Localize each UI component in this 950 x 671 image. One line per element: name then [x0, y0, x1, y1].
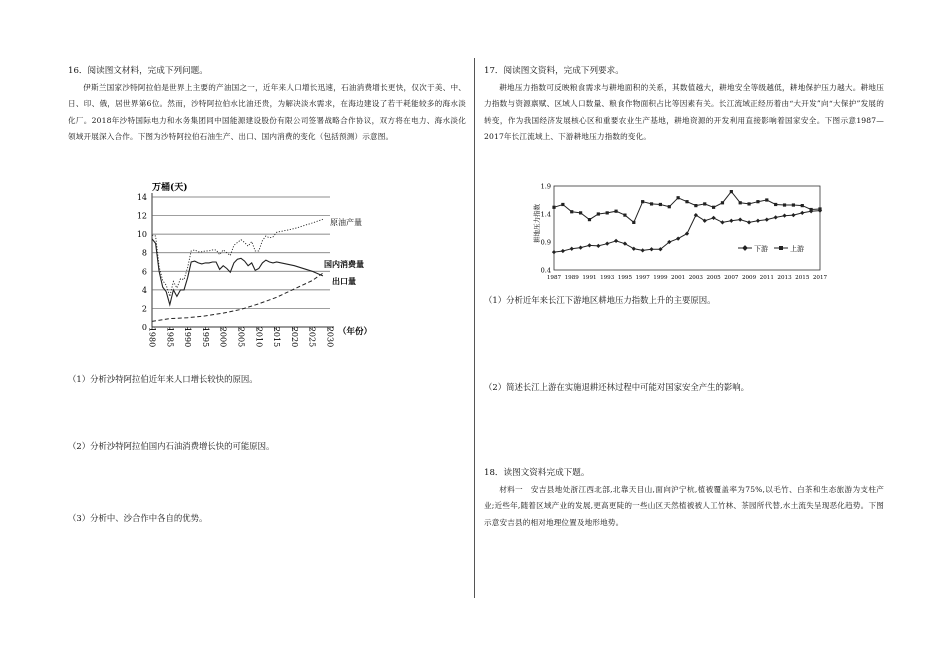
q16-xtick-label: 2020	[289, 326, 299, 348]
q16-xtick-label: 1985	[165, 326, 175, 348]
q17-xtick-label: 2017	[812, 275, 828, 281]
q17-legend-downstream: 下游	[754, 245, 768, 253]
q17-xtick-label: 2013	[777, 275, 792, 281]
q16-xtick-label: 2030	[325, 326, 335, 348]
q17-sub1: （1）分析近年来长江下游地区耕地压力指数上升的主要原因。	[484, 295, 716, 305]
q16-sub2: （2）分析沙特阿拉伯国内石油消费增长快的可能原因。	[68, 441, 275, 451]
q16-xtick-label: 1980	[147, 326, 157, 348]
q17-point-downstream	[720, 220, 724, 224]
q17-xtick-label: 1993	[600, 275, 615, 281]
q17-point-upstream	[614, 210, 617, 213]
q17-point-upstream	[597, 212, 600, 215]
q17-point-downstream	[552, 250, 556, 254]
q16-ytick-label: 2	[141, 304, 147, 314]
q16-xtick-label: 1995	[200, 326, 210, 348]
q16-ytick-label: 6	[141, 267, 147, 277]
q17-point-downstream	[747, 220, 751, 224]
q16-oil-chart	[112, 181, 373, 371]
q17-point-downstream	[614, 239, 618, 243]
q17-xtick-label: 2011	[759, 275, 774, 281]
q17-ytick-label: 0.9	[540, 238, 551, 247]
q17-legend-upstream: 上游	[790, 245, 804, 253]
q17-point-upstream	[561, 203, 564, 206]
q17-xtick-label: 1991	[582, 275, 597, 281]
column-divider	[474, 58, 475, 598]
q17-xtick-label: 2009	[741, 275, 757, 281]
q17-point-downstream	[632, 247, 636, 251]
q17-series-line	[554, 192, 820, 223]
q16-legend-consumption: 国内消费量	[324, 259, 364, 269]
q16-ytick-label: 10	[136, 230, 147, 240]
q17-point-downstream	[561, 249, 565, 253]
q17-point-downstream	[738, 217, 742, 221]
q17-xtick-label: 2001	[671, 275, 686, 281]
q17-point-upstream	[765, 198, 768, 201]
q16-series-line	[152, 273, 323, 321]
q17-point-downstream	[774, 215, 778, 219]
q17-point-upstream	[570, 210, 573, 213]
q17-point-upstream	[579, 211, 582, 214]
q16-legend-production: 原油产量	[330, 218, 362, 227]
q17-point-downstream	[711, 216, 715, 220]
q17-point-upstream	[650, 202, 653, 205]
q16-sub1: （1）分析沙特阿拉伯近年来人口增长较快的原因。	[68, 374, 258, 384]
q17-point-downstream	[782, 214, 786, 218]
q17-point-upstream	[588, 218, 591, 221]
q18-material: 材料一 安吉县地处浙江西北部,北靠天目山,面向沪宁杭,植被覆盖率为75%,以毛竹、白茶和生态旅游为支柱产业;近些年,随着区域产业的发展,更高更陡的一些山区天然植被被人工竹林、茶园所代替,水土流失呈现恶化趋势。下图示意安吉县的相对地理位置及地形地势。	[484, 485, 884, 527]
q17-material: 耕地压力指数可反映粮食需求与耕地面积的关系，其数值越大，耕地安全等级越低，耕地保护压力越大。耕地压力指数与资源禀赋、区域人口数量、粮食作物面积占比等因素有关。长江流域正经历着由“大开发”向“大保护”发展的转变，作为我国经济发展核心区和重要农业生产基地，耕地资源的开发利用直接影响着国家安全。下图示意1987—2017年长江流域上、下游耕地压力指数的变化。	[484, 83, 884, 141]
q17-point-upstream	[685, 200, 688, 203]
q16-ytick-label: 0	[141, 323, 147, 332]
q18-title: 18．读图文资料完成下题。	[484, 468, 590, 478]
q17-ylabel: 耕地压力指数	[533, 204, 541, 243]
q17-point-downstream	[605, 242, 609, 246]
q17-point-downstream	[765, 217, 769, 221]
q17-point-downstream	[676, 237, 680, 241]
q16-xtick-label: 1990	[183, 326, 193, 348]
q17-title: 17．阅读图文资料，完成下列要求。	[484, 66, 624, 76]
q17-point-downstream	[729, 219, 733, 223]
q16-xtick-label: 2015	[272, 326, 282, 348]
q17-point-upstream	[623, 214, 626, 217]
q17-point-upstream	[801, 204, 804, 207]
q16-xtick-label: 2010	[254, 326, 264, 348]
q17-xtick-label: 2015	[795, 275, 810, 281]
q17-point-upstream	[677, 196, 680, 199]
q16-xtick-label: 2025	[307, 326, 317, 348]
q17-point-upstream	[774, 203, 777, 206]
q17-point-downstream	[596, 244, 600, 248]
q16-title: 16．阅读图文材料，完成下列问题。	[68, 66, 208, 76]
q17-xtick-label: 1987	[546, 275, 562, 281]
q16-xlabel: （年份）	[338, 327, 373, 337]
q17-point-upstream	[606, 211, 609, 214]
q17-point-upstream	[756, 200, 759, 203]
q17-point-upstream	[703, 202, 706, 205]
q17-xtick-label: 2003	[688, 275, 703, 281]
q17-xtick-label: 1999	[653, 275, 668, 281]
q16-ylabel: 万桶(天)	[152, 183, 188, 193]
q17-xtick-label: 1997	[635, 275, 650, 281]
q17-point-upstream	[721, 201, 724, 204]
q17-xtick-label: 1989	[564, 275, 579, 281]
q16-xtick-label: 2005	[236, 326, 246, 348]
q17-xtick-label: 1995	[617, 275, 633, 281]
q17-point-upstream	[747, 202, 750, 205]
q17-point-downstream	[578, 245, 582, 249]
q17-point-upstream	[659, 203, 662, 206]
q17-point-downstream	[623, 242, 627, 246]
q17-point-upstream	[792, 203, 795, 206]
q16-ytick-label: 14	[136, 193, 147, 202]
q16-ytick-label: 8	[141, 248, 147, 258]
q16-legend-export: 出口量	[332, 276, 356, 286]
q17-point-downstream	[685, 231, 689, 235]
q17-ytick-label: 1.9	[540, 182, 551, 191]
q17-plot-frame	[554, 186, 820, 270]
q16-xtick-label: 2000	[218, 326, 228, 348]
q17-point-upstream	[668, 205, 671, 208]
q17-point-upstream	[730, 190, 733, 193]
q16-series-line	[152, 219, 323, 296]
q17-point-downstream	[756, 219, 760, 223]
q17-point-upstream	[641, 200, 644, 203]
q17-point-upstream	[712, 206, 715, 209]
q17-sub2: （2）简述长江上游在实施退耕还林过程中可能对国家安全产生的影响。	[484, 382, 749, 392]
q17-point-downstream	[570, 247, 574, 251]
q17-point-downstream	[649, 247, 653, 251]
q16-material: 伊斯兰国家沙特阿拉伯是世界上主要的产油国之一，近年来人口增长迅速，石油消费增长更快，仅次于美、中、日、印、俄，居世界第6位。然而，沙特阿拉伯水比油还贵，为解决淡水需求，在海边建设了若干耗能较多的海水淡化厂。2018年沙特国际电力和水务集团同中国能源建设股份有限公司签署战略合作协议，双方将在电力、海水淡化领域开展深入合作。下图为沙特阿拉伯石油生产、出口、国内消费的变化（包括预测）示意图。	[68, 83, 466, 141]
q16-ytick-label: 4	[141, 285, 147, 295]
q17-point-downstream	[791, 213, 795, 217]
q17-ytick-label: 1.4	[540, 210, 551, 219]
q17-point-upstream	[632, 221, 635, 224]
q17-xtick-label: 2007	[724, 275, 739, 281]
q17-ytick-label: 0.4	[540, 266, 551, 275]
q17-land-pressure-chart	[530, 178, 830, 286]
q17-point-upstream	[694, 204, 697, 207]
q17-point-downstream	[587, 243, 591, 247]
q17-point-downstream	[641, 248, 645, 252]
q17-point-upstream	[552, 206, 555, 209]
q17-point-upstream	[783, 203, 786, 206]
q17-point-upstream	[739, 201, 742, 204]
q16-ytick-label: 12	[136, 211, 147, 221]
q17-xtick-label: 2005	[706, 275, 721, 281]
q17-point-downstream	[800, 211, 804, 215]
q16-sub3: （3）分析中、沙合作中各自的优势。	[68, 513, 208, 523]
q16-series-line	[152, 239, 323, 305]
